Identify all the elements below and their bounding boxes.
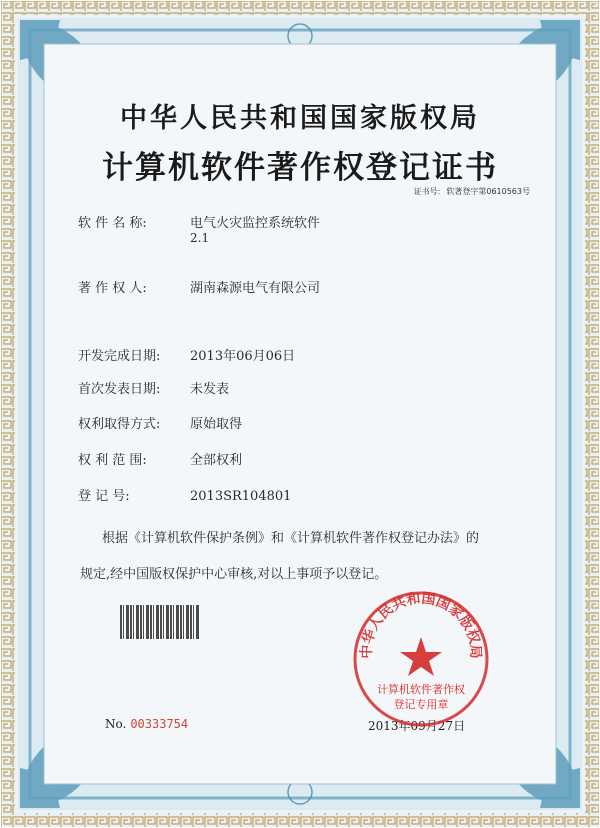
field-value: 2013年06月06日 <box>190 349 296 364</box>
serial-value: 00333754 <box>130 717 189 731</box>
field-label: 开发完成日期: <box>78 349 161 364</box>
certificate-number-label: 证书号: <box>413 187 441 196</box>
certificate-title: 计算机软件著作权登记证书 <box>102 150 498 186</box>
serial-number <box>105 717 188 731</box>
official-seal <box>351 589 491 729</box>
serial-label: No. <box>105 717 127 731</box>
field-value: 湖南森源电气有限公司 <box>190 281 321 296</box>
seal-ring-text: 中华人民共和国国家版权局 <box>358 590 484 659</box>
certificate-number <box>414 186 530 197</box>
field-software-name <box>78 212 320 231</box>
star-icon <box>400 637 442 676</box>
body-paragraph-line1: 根据《计算机软件保护条例》和《计算机软件著作权登记办法》的 <box>102 531 480 546</box>
software-version: 2.1 <box>190 231 210 245</box>
field-value: 2013SR104801 <box>190 489 292 504</box>
field-label: 登 记 号: <box>78 489 130 504</box>
body-paragraph-line2: 规定,经中国版权保护中心审核,对以上事项予以登记。 <box>80 567 388 582</box>
field-label: 著 作 权 人: <box>78 281 147 296</box>
authority-title: 中华人民共和国国家版权局 <box>120 103 480 134</box>
field-registration-number <box>78 485 291 504</box>
field-label: 权 利 范 围: <box>78 453 147 468</box>
field-label: 软 件 名 称: <box>78 216 147 231</box>
field-acquisition-method <box>78 413 242 432</box>
field-first-publish-date <box>78 378 229 397</box>
field-rights-scope <box>78 449 242 468</box>
field-value: 未发表 <box>190 382 230 397</box>
field-value: 原始取得 <box>190 417 243 432</box>
field-value: 全部权利 <box>190 453 243 468</box>
field-value: 电气火灾监控系统软件 <box>190 216 321 231</box>
field-label: 首次发表日期: <box>78 382 161 397</box>
certificate-number-value: 软著登字第0610563号 <box>446 187 530 196</box>
barcode <box>120 605 200 639</box>
field-copyright-owner <box>78 277 320 296</box>
seal-line1: 计算机软件著作权 <box>377 683 465 696</box>
issue-date: 2013年09月27日 <box>368 719 466 733</box>
seal-line2: 登记专用章 <box>393 698 449 711</box>
field-completion-date <box>78 345 295 364</box>
field-label: 权利取得方式: <box>78 417 161 432</box>
